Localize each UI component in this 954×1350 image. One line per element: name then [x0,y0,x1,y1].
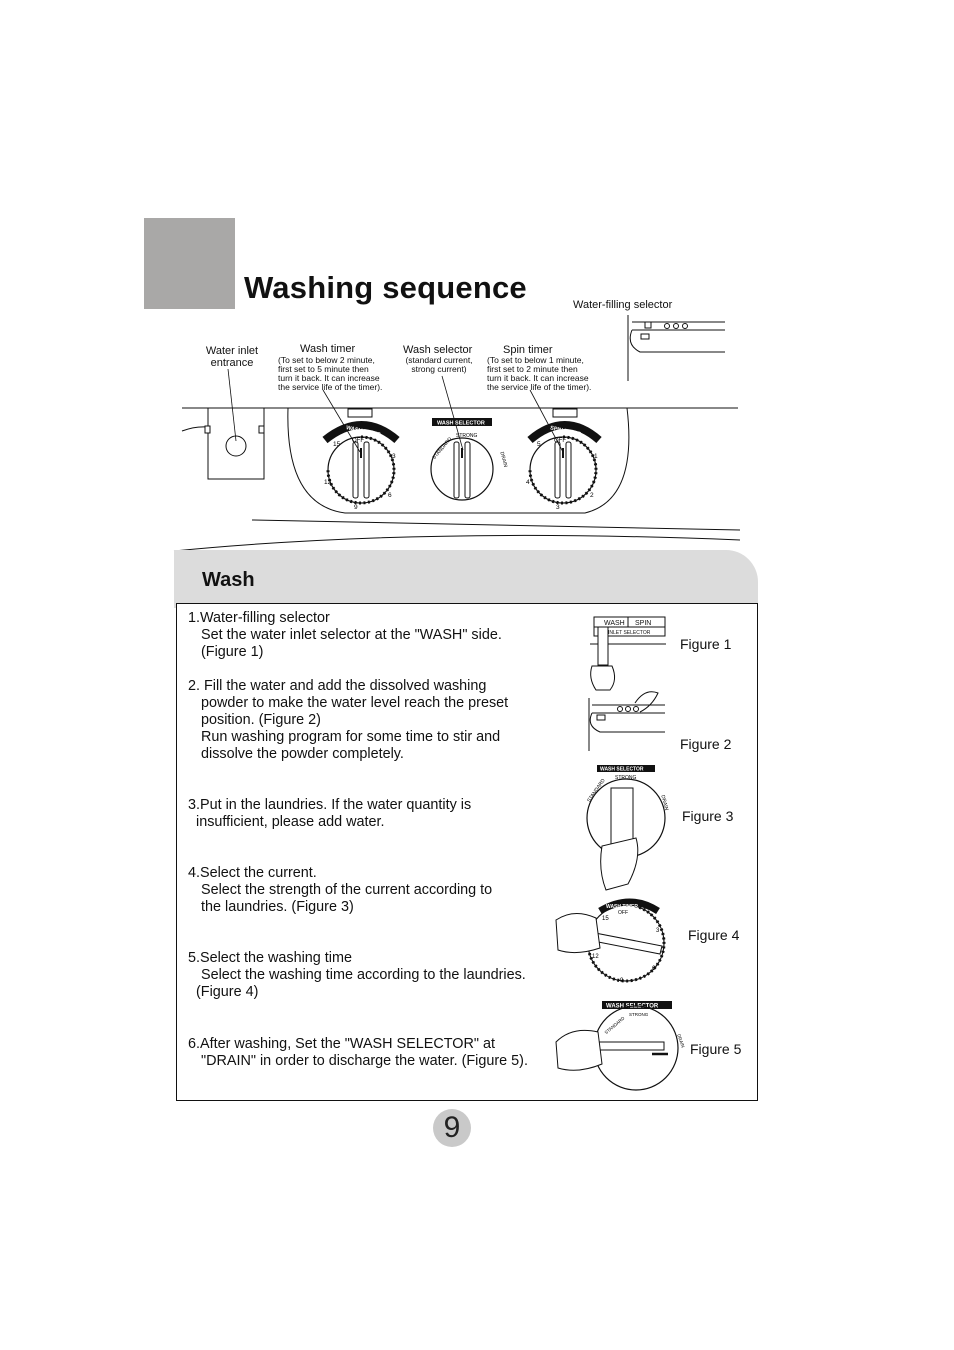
svg-text:STRONG: STRONG [456,433,478,439]
svg-text:2: 2 [590,492,594,499]
svg-text:15: 15 [602,916,609,922]
figure-illustrations [540,608,686,1098]
svg-text:3: 3 [392,453,396,460]
svg-text:6: 6 [652,966,656,972]
svg-text:SPIN: SPIN [635,620,652,627]
svg-text:9: 9 [620,978,624,984]
figure-5-caption: Figure 5 [690,1041,742,1057]
figure-5-illustration [556,1001,686,1090]
wash-selector-label: Wash selector [403,344,473,356]
svg-text:5: 5 [537,441,541,448]
svg-text:STANDARD: STANDARD [586,777,607,804]
svg-text:STRONG: STRONG [615,775,637,781]
water-filling-selector-illustration [628,315,725,381]
svg-text:WASH TIMER: WASH TIMER [345,425,382,439]
svg-text:12: 12 [592,954,599,960]
svg-text:4: 4 [526,479,530,486]
step-5: 5.Select the washing time Select the washing time according to the laundries. (Figure 4) [188,950,526,1000]
svg-text:STRONG: STRONG [629,1012,649,1017]
water-filling-selector-label: Water-filling selector [573,299,673,311]
figure-3-illustration [586,765,669,890]
svg-text:15: 15 [333,441,341,448]
wash-selector-dial [431,418,508,500]
svg-text:OFF: OFF [554,438,566,444]
step-4: 4.Select the current. Select the strength of the current according to the laundries. (Figure 3) [188,865,493,915]
svg-text:1: 1 [594,453,598,460]
step-6: 6.After washing, Set the "WASH SELECTOR" at "DRAIN" in order to discharge the water. (Figure 5). [188,1036,528,1069]
wash-timer-dial [324,425,397,511]
wash-section-tab [174,550,758,608]
svg-text:12: 12 [324,479,332,486]
figure-2-illustration [589,692,665,751]
svg-text:DRAIN: DRAIN [498,451,509,468]
step-1: 1.Water-filling selector Set the water inlet selector at the "WASH" side. (Figure 1) [188,610,502,660]
svg-text:STANDARD: STANDARD [603,1015,626,1036]
figure-2-caption: Figure 2 [680,736,732,752]
figure-3-caption: Figure 3 [682,808,734,824]
svg-text:WASH SELECTOR: WASH SELECTOR [437,420,485,427]
spin-timer-note: (To set to below 1 minute, first set to 2 minute then turn it back. It can increase the service life of the timer). [487,355,592,392]
spin-timer-label: Spin timer [503,344,553,356]
section-title: Wash [202,569,255,591]
svg-text:WASH SELECTOR: WASH SELECTOR [606,1003,659,1010]
svg-text:STANDARD: STANDARD [431,436,454,461]
step-2: 2. Fill the water and add the dissolved washing powder to make the water level reach the preset position. (Figure 2) Run washing program for some time to stir and dissolve the powder completely. [188,678,509,762]
svg-text:WASH SELECTOR: WASH SELECTOR [600,766,644,773]
svg-text:SPIN TIMER: SPIN TIMER [549,425,582,438]
svg-text:6: 6 [388,492,392,499]
svg-text:9: 9 [354,504,358,511]
control-panel-diagram [0,0,954,560]
svg-text:INLET SELECTOR: INLET SELECTOR [608,630,651,636]
figure-1-illustration [590,617,666,690]
svg-text:3: 3 [556,504,560,511]
spin-timer-dial [526,425,599,511]
figure-1-caption: Figure 1 [680,636,732,652]
wash-timer-note: (To set to below 2 minute, first set to 5 minute then turn it back. It can increase the service life of the timer). [278,355,383,392]
svg-text:DRAIN: DRAIN [659,794,670,812]
svg-text:OFF: OFF [618,910,628,916]
page-number-badge: 9 [433,1109,471,1147]
water-inlet-label: Water inlet entrance [205,345,259,369]
figure-4-illustration [556,902,664,984]
svg-text:DRAIN: DRAIN [676,1033,686,1049]
svg-text:3: 3 [656,928,660,934]
step-3: 3.Put in the laundries. If the water quantity is insufficient, please add water. [188,797,472,830]
svg-text:OFF: OFF [352,438,364,444]
figure-4-caption: Figure 4 [688,927,740,943]
svg-text:WASH TIMER: WASH TIMER [606,904,638,910]
page-title: Washing sequence [244,270,527,305]
wash-selector-note: (standard current, strong current) [405,355,473,374]
wash-timer-label: Wash timer [300,343,356,355]
svg-text:WASH: WASH [604,620,625,627]
